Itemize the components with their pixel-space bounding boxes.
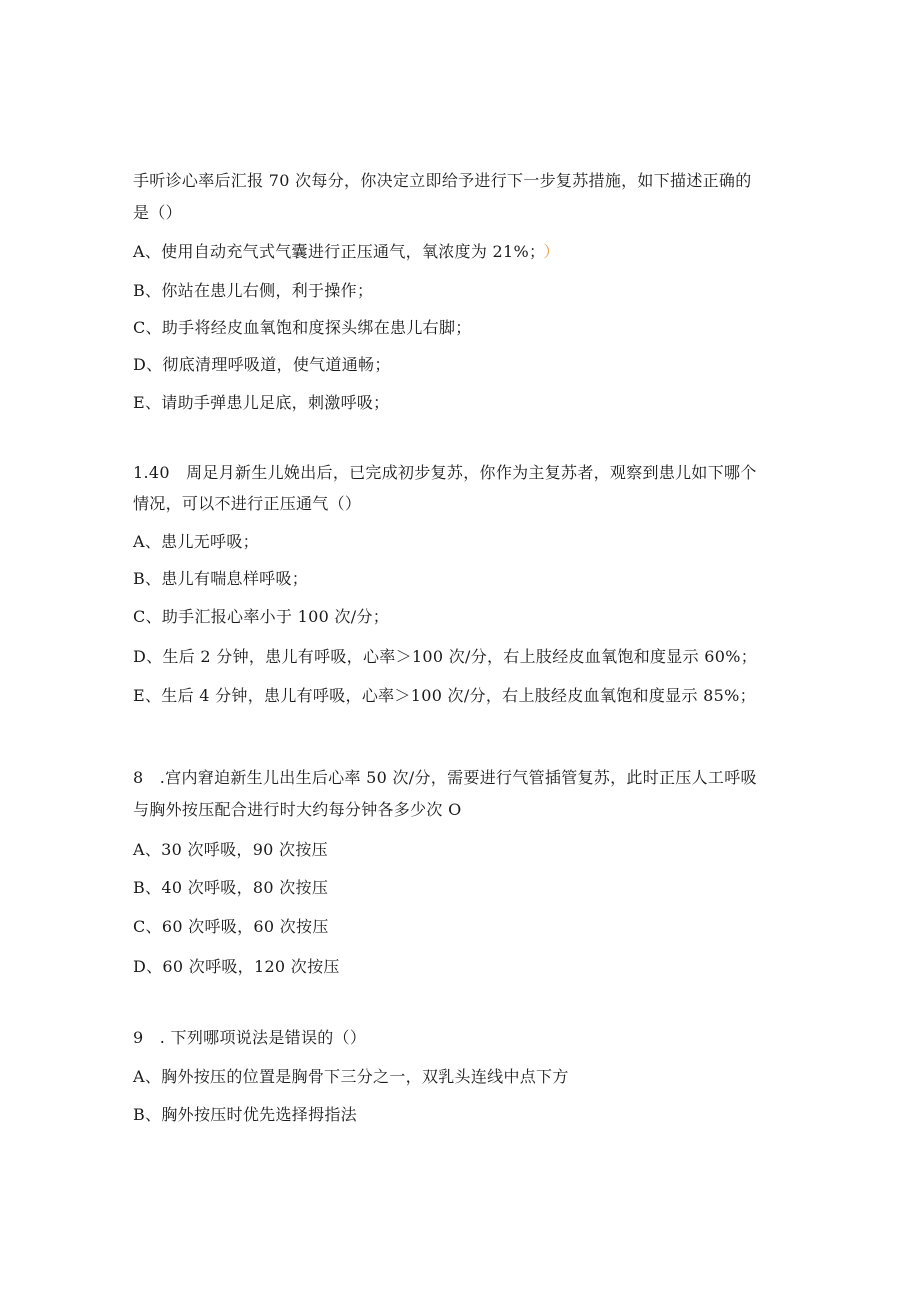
question-2-option-c: C、助手汇报心率小于 100 次/分； — [133, 607, 390, 626]
question-1-option-e: E、请助手弹患儿足底，刺激呼吸； — [133, 393, 390, 412]
question-1-option-c: C、助手将经皮血氧饱和度探头绑在患儿右脚； — [133, 318, 472, 337]
question-4-option-a: A、胸外按压的位置是胸骨下三分之一，双乳头连线中点下方 — [133, 1067, 569, 1086]
question-1-option-b: B、你站在患儿右侧，利于操作； — [133, 281, 374, 300]
question-1-stem-line-2: 是（） — [133, 203, 182, 222]
question-2-option-b: B、患儿有喘息样呼吸； — [133, 569, 309, 588]
question-3-stem-line-2: 与胸外按压配合进行时大约每分钟各多少次 O — [133, 800, 462, 819]
option-text: A、使用自动充气式气囊进行正压通气，氧浓度为 21%； — [133, 242, 538, 261]
annotation-mark: ） — [543, 242, 560, 261]
question-1-option-a — [133, 242, 560, 262]
question-3-option-a: A、30 次呼吸，90 次按压 — [133, 840, 328, 859]
question-3-option-b: B、40 次呼吸，80 次按压 — [133, 878, 329, 897]
question-3-option-c: C、60 次呼吸，60 次按压 — [133, 917, 329, 936]
question-3-option-d: D、60 次呼吸，120 次按压 — [133, 957, 340, 976]
question-2-stem-line-2: 情况，可以不进行正压通气（） — [133, 494, 362, 513]
question-4-option-b: B、胸外按压时优先选择拇指法 — [133, 1105, 357, 1124]
question-2-option-a: A、患儿无呼吸； — [133, 532, 259, 551]
question-1-stem-line-1: 手听诊心率后汇报 70 次每分，你决定立即给予进行下一步复苏措施，如下描述正确的 — [133, 171, 752, 190]
question-2-stem-line-1: 1.40 周足月新生儿娩出后，已完成初步复苏，你作为主复苏者，观察到患儿如下哪个 — [133, 463, 757, 482]
question-2-option-e: E、生后 4 分钟，患儿有呼吸，心率＞100 次/分，右上肢经皮血氧饱和度显示 85%； — [133, 686, 756, 705]
question-4-stem: 9 . 下列哪项说法是错误的（） — [133, 1028, 367, 1047]
question-3-stem-line-1: 8 .宫内窘迫新生儿出生后心率 50 次/分，需要进行气管插管复苏，此时正压人工呼吸 — [133, 768, 757, 787]
question-2-option-d: D、生后 2 分钟，患儿有呼吸，心率＞100 次/分，右上肢经皮血氧饱和度显示 60%； — [133, 647, 758, 666]
question-1-option-d: D、彻底清理呼吸道，使气道通畅； — [133, 355, 391, 374]
